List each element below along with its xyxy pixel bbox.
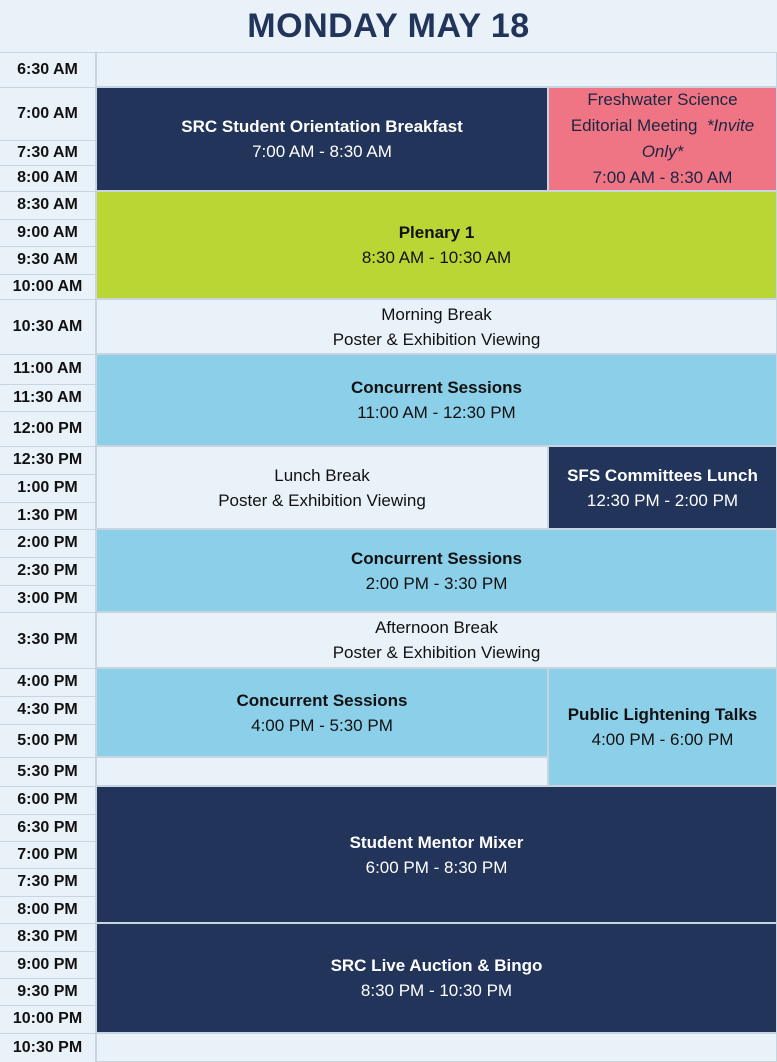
time-label: 10:30 PM: [12, 1038, 83, 1056]
event-time: 8:30 PM - 10:30 PM: [360, 981, 513, 1000]
time-label: 6:00 PM: [17, 791, 78, 808]
event-src-breakfast[interactable]: [96, 87, 548, 191]
time-row-divider: [0, 474, 95, 475]
time-row-divider: [0, 87, 95, 88]
invite-note-end: Only*: [641, 142, 684, 161]
time-label: 3:30 PM: [17, 631, 78, 648]
time-label: 9:00 AM: [17, 223, 78, 241]
event-line-2: Poster & Exhibition Viewing: [218, 490, 426, 510]
time-label: 2:30 PM: [17, 562, 78, 579]
event-time: 7:00 AM - 8:30 AM: [592, 168, 733, 187]
event-line-1: Afternoon Break: [375, 618, 498, 637]
event-line-2: [571, 113, 754, 139]
time-label: 5:00 PM: [17, 731, 78, 749]
time-label: 8:00 PM: [17, 900, 78, 918]
time-label: 9:00 PM: [17, 955, 78, 973]
invite-note: *Invite: [706, 116, 755, 135]
time-label: 7:30 PM: [17, 873, 78, 890]
time-row-divider: [0, 841, 95, 842]
event-title: Student Mentor Mixer: [349, 832, 524, 852]
time-label: 12:00 PM: [12, 419, 83, 437]
event-title: Public Lightening Talks: [567, 705, 758, 724]
event-sfs-committees-lunch[interactable]: [548, 446, 777, 529]
time-label: 12:30 PM: [12, 451, 83, 468]
event-concurrent-sessions-1[interactable]: [96, 354, 777, 446]
event-line-2: Poster & Exhibition Viewing: [332, 643, 541, 662]
time-row-divider: [0, 384, 95, 385]
time-row-divider: [0, 411, 95, 412]
time-label: 10:00 AM: [12, 277, 83, 295]
event-time: 8:30 AM - 10:30 AM: [361, 248, 512, 267]
time-label: 6:30 AM: [17, 60, 78, 78]
event-concurrent-sessions-2[interactable]: [96, 529, 777, 612]
time-row-divider: [0, 757, 95, 758]
event-concurrent-sessions-3[interactable]: [96, 668, 548, 757]
event-line-1: Morning Break: [381, 304, 492, 324]
time-row-divider: [0, 585, 95, 586]
event-title: SRC Live Auction & Bingo: [330, 956, 543, 975]
event-time: 4:00 PM - 5:30 PM: [251, 715, 393, 735]
time-row-divider: [0, 52, 95, 53]
time-row-divider: [0, 951, 95, 952]
time-row-divider: [0, 529, 95, 530]
time-row-divider: [0, 612, 95, 613]
event-line-2: Poster & Exhibition Viewing: [332, 329, 541, 349]
time-row-divider: [0, 868, 95, 869]
event-time: 4:00 PM - 6:00 PM: [591, 730, 734, 749]
time-label: 5:30 PM: [17, 762, 78, 780]
event-title: Plenary 1: [398, 223, 475, 242]
time-row-divider: [0, 502, 95, 503]
event-morning-break[interactable]: [96, 299, 777, 354]
time-row-divider: [0, 1005, 95, 1006]
time-label: 7:00 AM: [17, 104, 78, 122]
event-afternoon-break[interactable]: [96, 612, 777, 668]
event-empty-early: [96, 52, 777, 87]
time-label: 6:30 PM: [17, 818, 78, 836]
time-label: 1:30 PM: [17, 506, 78, 524]
event-student-mentor-mixer[interactable]: [96, 786, 777, 923]
time-row-divider: [0, 246, 95, 247]
time-label: 9:30 AM: [17, 251, 78, 268]
event-public-lightening-talks[interactable]: [548, 668, 777, 786]
event-line-1: Lunch Break: [274, 465, 370, 485]
event-line-2-text: Editorial Meeting: [570, 116, 698, 135]
event-empty-late: [96, 1033, 777, 1062]
event-line-1: Freshwater Science: [587, 90, 738, 109]
time-row-divider: [0, 140, 95, 141]
time-row-divider: [0, 923, 95, 924]
time-row-divider: [0, 1033, 95, 1034]
event-time: 12:30 PM - 2:00 PM: [586, 490, 739, 510]
time-label: 10:00 PM: [12, 1010, 83, 1027]
time-label: 10:30 AM: [12, 317, 83, 335]
event-title: SFS Committees Lunch: [567, 465, 758, 485]
time-row-divider: [0, 696, 95, 697]
time-row-divider: [0, 299, 95, 300]
event-title: Concurrent Sessions: [351, 378, 522, 397]
time-label: 8:00 AM: [17, 169, 78, 186]
time-label: 4:30 PM: [17, 701, 78, 718]
time-label: 3:00 PM: [17, 589, 78, 607]
page-title: MONDAY MAY 18: [0, 0, 777, 52]
time-label: 1:00 PM: [17, 479, 78, 496]
event-time: 7:00 AM - 8:30 AM: [252, 142, 392, 161]
time-label: 9:30 PM: [17, 982, 78, 1000]
event-lunch-break[interactable]: [96, 446, 548, 529]
event-title: Concurrent Sessions: [351, 548, 522, 568]
time-label: 7:00 PM: [17, 845, 78, 863]
event-empty-530: [96, 757, 548, 786]
time-row-divider: [0, 165, 95, 166]
time-row-divider: [0, 191, 95, 192]
time-row-divider: [0, 446, 95, 447]
time-label: 8:30 PM: [17, 928, 78, 945]
event-time: 2:00 PM - 3:30 PM: [365, 573, 508, 593]
time-row-divider: [0, 724, 95, 725]
time-row-divider: [0, 814, 95, 815]
event-src-live-auction-bingo[interactable]: [96, 923, 777, 1033]
time-label: 7:30 AM: [17, 143, 78, 161]
time-row-divider: [0, 354, 95, 355]
event-time: 6:00 PM - 8:30 PM: [365, 857, 508, 877]
event-editorial-meeting[interactable]: [548, 87, 777, 191]
time-label: 4:00 PM: [17, 673, 78, 690]
event-title: Concurrent Sessions: [236, 690, 408, 710]
time-row-divider: [0, 274, 95, 275]
time-row-divider: [0, 668, 95, 669]
event-time: 11:00 AM - 12:30 PM: [357, 403, 516, 422]
time-label: 11:30 AM: [13, 388, 82, 406]
time-row-divider: [0, 557, 95, 558]
event-title: SRC Student Orientation Breakfast: [181, 117, 463, 136]
time-row-divider: [0, 786, 95, 787]
time-label: 8:30 AM: [17, 196, 78, 213]
time-row-divider: [0, 219, 95, 220]
time-label: 11:00 AM: [13, 360, 82, 377]
time-label: 2:00 PM: [17, 534, 78, 551]
event-plenary[interactable]: [96, 191, 777, 299]
time-row-divider: [0, 978, 95, 979]
time-row-divider: [0, 896, 95, 897]
